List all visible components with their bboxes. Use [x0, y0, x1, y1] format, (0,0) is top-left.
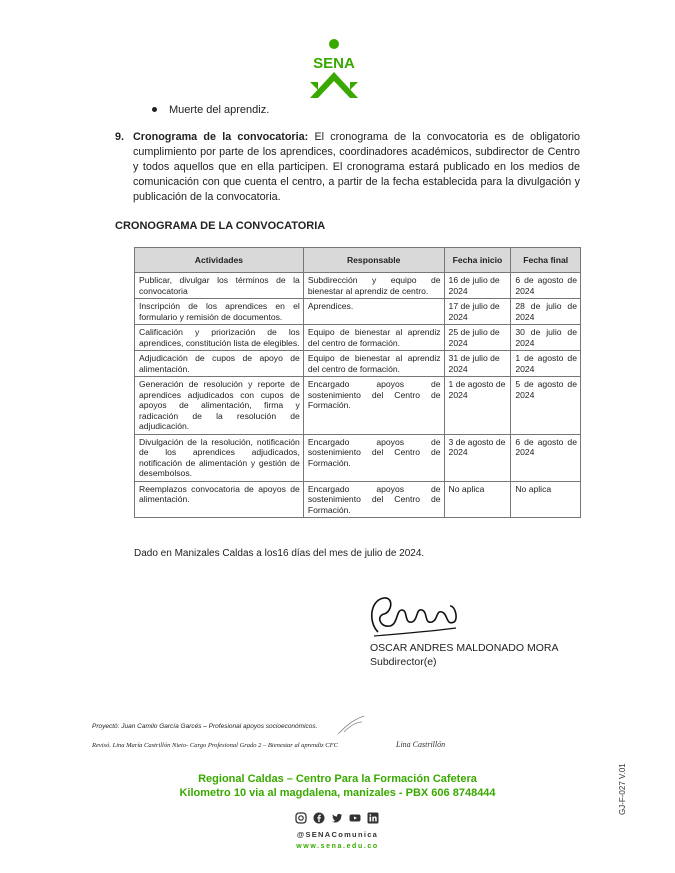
table-row	[135, 273, 581, 299]
bullet-item	[152, 104, 269, 116]
schedule-heading: CRONOGRAMA DE LA CONVOCATORIA	[115, 220, 326, 232]
document-code: GJ-F-027 V.01	[618, 763, 627, 815]
table-row	[135, 434, 581, 481]
header-responsable: Responsable	[303, 248, 444, 273]
cell-activity: Generación de resolución y reporte de aprendices adjudicados con cupos de apoyos de alimentación, firma y radicación de la resolución de adjudicación.	[135, 377, 304, 435]
section-paragraph	[115, 130, 580, 205]
cell-activity: Inscripción de los aprendices en el formulario y remisión de documentos.	[135, 299, 304, 325]
cell-end-date: No aplica	[511, 481, 581, 518]
cell-end-date: 28 de julio de 2024	[511, 299, 581, 325]
facebook-icon[interactable]	[313, 812, 325, 824]
reviewed-by: Revisó. Lina María Castrillón Nieto- Cargo Profesional Grado 2 – Bienestar al aprendiz CFC	[92, 742, 338, 749]
projected-by: Proyectó: Juan Camilo García Garcés – Profesional apoyos socioeconómicos.	[92, 723, 318, 730]
cell-responsible: Subdirección y equipo de bienestar al aprendiz de centro.	[303, 273, 444, 299]
handwritten-signature	[366, 592, 462, 642]
cell-end-date: 5 de agosto de 2024	[511, 377, 581, 435]
cell-start-date: 25 de julio de 2024	[444, 325, 511, 351]
social-handle: @SENAComunica	[296, 830, 379, 839]
bullet-dot-icon	[152, 107, 157, 112]
table-row	[135, 299, 581, 325]
instagram-icon[interactable]	[295, 812, 307, 824]
logo-text: SENA	[313, 55, 355, 72]
table-header-row	[135, 248, 581, 273]
cell-end-date: 6 de agosto de 2024	[511, 434, 581, 481]
cell-responsible: Equipo de bienestar al aprendiz del centro de formación.	[303, 325, 444, 351]
cell-end-date: 1 de agosto de 2024	[511, 351, 581, 377]
table-row	[135, 377, 581, 435]
cell-responsible: Equipo de bienestar al aprendiz del centro de formación.	[303, 351, 444, 377]
cell-end-date: 6 de agosto de 2024	[511, 273, 581, 299]
cell-start-date: No aplica	[444, 481, 511, 518]
signer-block	[370, 641, 558, 669]
initials-signature	[334, 712, 370, 738]
header-actividades: Actividades	[135, 248, 304, 273]
website-link[interactable]: www.sena.edu.co	[296, 843, 379, 850]
youtube-icon[interactable]	[349, 812, 361, 824]
cell-activity: Publicar, divulgar los términos de la convocatoria	[135, 273, 304, 299]
header-fecha-inicio: Fecha inicio	[444, 248, 511, 273]
cell-activity: Reemplazos convocatoria de apoyos de alimentación.	[135, 481, 304, 518]
cell-responsible: Aprendices.	[303, 299, 444, 325]
cell-start-date: 1 de agosto de 2024	[444, 377, 511, 435]
cell-responsible: Encargado apoyos de sostenimiento del Centro de Formación.	[303, 481, 444, 518]
cell-responsible: Encargado apoyos de sostenimiento del Centro de Formación.	[303, 434, 444, 481]
cell-start-date: 3 de agosto de 2024	[444, 434, 511, 481]
twitter-icon[interactable]	[331, 812, 343, 824]
section-title: Cronograma de la convocatoria:	[133, 131, 309, 143]
section-number: 9.	[115, 131, 125, 143]
signer-name: OSCAR ANDRES MALDONADO MORA	[370, 642, 559, 654]
cell-start-date: 31 de julio de 2024	[444, 351, 511, 377]
table-row	[135, 325, 581, 351]
cell-activity: Divulgación de la resolución, notificación de los aprendices adjudicados, notificación de alimentación y gestión de desembolsos.	[135, 434, 304, 481]
cell-start-date: 16 de julio de 2024	[444, 273, 511, 299]
section-text: El cronograma de la convocatoria es de obligatorio cumplimiento por parte de los aprendices, coordinadores académicos, subdirector de Centro y todos aquellos que en ella participen. El cronograma estará publicado en los medios de comunicación con que cuenta el centro, a partir de la fecha establecida para la divulgación y publicación de la convocatoria.	[133, 131, 580, 203]
cell-end-date: 30 de julio de 2024	[511, 325, 581, 351]
cell-start-date: 17 de julio de 2024	[444, 299, 511, 325]
reviewer-signature: Lina Castrillón	[396, 740, 446, 749]
linkedin-icon[interactable]	[367, 812, 379, 824]
cell-responsible: Encargado apoyos de sostenimiento del Centro de Formación.	[303, 377, 444, 435]
sena-logo	[304, 38, 364, 102]
issued-statement: Dado en Manizales Caldas a los16 días del mes de julio de 2024.	[134, 548, 425, 559]
header-fecha-final: Fecha final	[511, 248, 581, 273]
cell-activity: Calificación y priorización de los aprendices, constitución lista de elegibles.	[135, 325, 304, 351]
footer-regional: Regional Caldas – Centro Para la Formación Cafetera	[198, 773, 477, 785]
cell-activity: Adjudicación de cupos de apoyo de alimentación.	[135, 351, 304, 377]
table-row	[135, 351, 581, 377]
footer-address: Kilometro 10 via al magdalena, manizales - PBX 606 8748444	[179, 787, 496, 799]
bullet-text: Muerte del aprendiz.	[169, 104, 270, 116]
social-icons	[292, 812, 382, 828]
signer-role: Subdirector(e)	[370, 656, 437, 668]
table-row	[135, 481, 581, 518]
schedule-table	[134, 247, 581, 518]
